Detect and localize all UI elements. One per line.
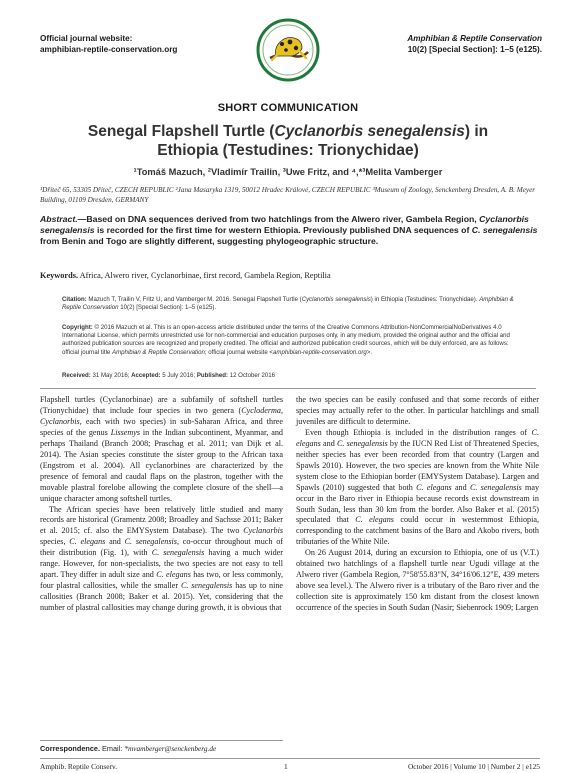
journal-citation-block <box>407 33 542 55</box>
published-label: Published: <box>196 372 228 379</box>
correspondence <box>40 744 216 753</box>
species-name: Cyclanorbis <box>243 526 283 536</box>
abstract-species: C. senegalensis <box>471 225 538 235</box>
citation <box>62 296 522 312</box>
species-name: C. elegans <box>156 570 191 580</box>
article-title <box>40 122 536 160</box>
abstract-text: Based on DNA sequences derived from two hatchlings from the Alwero river, Gambela Region, <box>86 214 480 224</box>
keywords <box>40 270 540 281</box>
copyright <box>62 324 522 357</box>
abstract-species: Cyclanorbis senegalensis <box>40 214 529 235</box>
footer-divider <box>40 758 540 759</box>
copyright-italic: Amphibian & Reptile Conservation <box>112 348 205 356</box>
body-column-right <box>296 395 539 614</box>
footer-journal-abbrev: Amphib. Reptile Conserv. <box>40 762 118 771</box>
species-name: C. senegalensis <box>469 482 522 492</box>
keywords-label: Keywords. <box>40 271 79 280</box>
journal-website-block <box>40 33 177 55</box>
body-paragraph: The African species have been relatively little studied and many records are historical (Gramentz 2008; Broadley and Sachsse 2011; Baker et al. 2015; cf. also the EMYSystem Database). The two Cyclanorbis species, C. elegans and C. senegalensis, co-occur throughout much of their distribution (Fig. 1), with C. senegalensis having a much wider range. However, for non-specialists, the two species are not easy to tell apart. They differ in adult size and C. elegans has two, or less commonly, four plastral callosities, while the smaller C. senegalensis has up to nine callosities (Branch 2008; Baker et al. 2015). Yet, considering that the number of plastral callosities may change during growth, it is obvious that <box>40 504 284 613</box>
journal-logo-icon <box>256 18 320 82</box>
footer-issue-info: October 2016 | Volume 10 | Number 2 | e125 <box>407 762 540 771</box>
body-paragraph: Flapshell turtles (Cyclanorbinae) are a subfamily of softshell turtles (Trionychidae) that include four species in two genera (Cycloderma, Cyclanorbis, each with two species) in sub-Saharan Africa, and three species of the genus Lissemys in the Indian subcontinent, Myanmar, and perhaps Thailand (Branch 2008; Praschag et al. 2011; van Dijk et al. 2014). The Asian species constitute the sister group to the African taxa (Engstrom et al. 2004). All cyclanorbines are characterized by the presence of femoral and caudal flaps on the plastron, together with the movable plastral forelobe allowing the complete closure of the shell—a unique character among softshell turtles. <box>40 395 283 503</box>
species-name: Cyclanorbis <box>40 416 80 426</box>
species-name: C. elegans <box>69 537 106 547</box>
body-column-left <box>40 395 283 614</box>
body-paragraph: Even though Ethiopia is included in the distribution ranges of C. elegans and C. senegalensis by the IUCN Red List of Threatened Species, neither species has ever been recorded from that country (Largen and Spawls 2010). However, the two species are known from the White Nile system close to the Ethiopian border (EMYSystem Database). Largen and Spawls (2010) suggested that both C. elegans and C. senegalensis may occur in the Baro river in Ethiopia because records exist downstream in South Sudan, less than 30 km from the border. Also Baker et al. (2015) speculated that C. elegans could occur in westernmost Ethiopia, corresponding to the catchment basins of the Baro and Akobo rivers, both tributaries of the White Nile. <box>296 427 540 547</box>
species-name: C. senegalensis <box>336 438 388 448</box>
citation-italic: Cyclanorbis senegalensis <box>301 296 371 303</box>
citation-italic: Amphibian & Reptile Conservation <box>62 296 514 312</box>
title-text: ) in <box>464 123 489 140</box>
citation-text: ) in Ethiopia (Testudines: Trionychidae). <box>370 296 480 303</box>
copyright-text: >. <box>366 348 373 356</box>
publication-dates <box>62 372 522 380</box>
journal-website-label: Official journal website: <box>40 34 133 43</box>
correspondence-label: Correspondence. <box>40 744 101 753</box>
body-paragraph: On 26 August 2014, during an excursion to Ethiopia, one of us (V.T.) obtained two hatchlings of a flapshell turtle near Ugudi village at the Alwero river (Gambela Region, 7°58'55.83"N, 34°16'06.12"E, 439 meters above sea level.). The Alwero river is a tributary of the Baro river and the collection site is approximately 150 km distant from the closest known occurrence of the species in South Sudan (Nasir; Siebenrock 1909; Largen <box>296 548 539 613</box>
species-name: Lissemys <box>110 427 141 437</box>
affiliations: ¹Dříteč 65, 53305 Dříteč, CZECH REPUBLIC ²Jana Masaryka 1319, 50012 Hradec Králové, CZECH REPUBLIC ³Museum of Zoology, Senckenberg Dresden, A. B. Meyer Building, 01109 Dresden, GERMANY <box>40 186 536 204</box>
species-name: C. senegalensis <box>151 548 205 558</box>
footnote-divider <box>40 740 283 741</box>
frog-on-branch-logo <box>256 18 320 82</box>
citation-label: Citation: <box>62 296 87 303</box>
species-name: Cycloderma <box>241 405 281 415</box>
copyright-text: © 2016 Mazuch et al. This is an open-access article distributed under the terms of the Creative Commons Attribution-NonCommercialNoDerivatives 4.0 International License, which permits unrestricted use for non-commercial and education purposes only, in any medium, provided the original author and the official and authorized publication sources are recognized and properly credited. The official and authorized publication credit sources, which will be duly enforced, are as follows: official journal title <box>62 324 510 356</box>
journal-website-url[interactable]: amphibian-reptile-conservation.org <box>40 45 178 54</box>
body-paragraph: the two species can be easily confused and that some records of either species may actually refer to the other. In particular hatchlings and small juveniles are difficult to determine. <box>296 395 539 426</box>
abstract-text: from Benin and Togo are slightly different, suggesting phylogeographic structure. <box>40 236 379 246</box>
published-date: 12 October 2016 <box>227 372 276 379</box>
correspondence-email-link[interactable]: *mvamberger@senckenberg.de <box>124 744 217 753</box>
species-name: C. elegans <box>355 515 394 525</box>
copyright-text: ; official journal website < <box>204 348 273 356</box>
abstract-text: is recorded for the first time for western Ethiopia. Previously published DNA sequences of <box>94 225 472 235</box>
accepted-date: 5 July 2016; <box>160 372 197 379</box>
keywords-text: Africa, Alwero river, Cyclanorbinae, first record, Gambela Region, Reptilia <box>78 271 331 280</box>
title-text: Senegal Flapshell Turtle ( <box>87 123 275 140</box>
journal-issue: 10(2) [Special Section]: 1–5 (e125). <box>407 45 542 54</box>
journal-name: Amphibian & Reptile Conservation <box>407 34 542 43</box>
species-name: C. senegalensis <box>124 537 177 547</box>
copyright-label: Copyright: <box>62 324 93 331</box>
species-name: C. elegans <box>416 482 452 492</box>
title-line-2: Ethiopia (Testudines: Trionychidae) <box>157 142 419 159</box>
author-list: ¹Tomáš Mazuch, ²Vladimír Trailin, ³Uwe Fritz, and ⁴,*³Melita Vamberger <box>133 167 443 177</box>
accepted-label: Accepted: <box>131 372 161 379</box>
species-name: C. senegalensis <box>180 581 233 591</box>
section-label: SHORT COMMUNICATION <box>217 102 359 114</box>
abstract <box>40 214 540 247</box>
species-name: C. elegans <box>296 427 539 448</box>
abstract-label: Abstract.— <box>40 214 87 224</box>
received-date: 31 May 2016; <box>90 372 132 379</box>
citation-text: Mazuch T, Trailin V, Fritz U, and Vamberger M. 2016. Senegal Flapshell Turtle ( <box>86 296 302 303</box>
title-line-1 <box>40 122 536 141</box>
footer-page-number: 1 <box>284 762 288 771</box>
copyright-link[interactable]: amphibian-reptile-conservation.org <box>273 348 367 356</box>
title-species: Cyclanorbis senegalensis <box>274 123 465 140</box>
section-divider <box>40 388 536 389</box>
received-label: Received: <box>62 372 91 379</box>
citation-text: 10(2) [Special Section]: 1–5 (e125). <box>118 304 217 312</box>
correspondence-text: Email: <box>100 744 125 753</box>
